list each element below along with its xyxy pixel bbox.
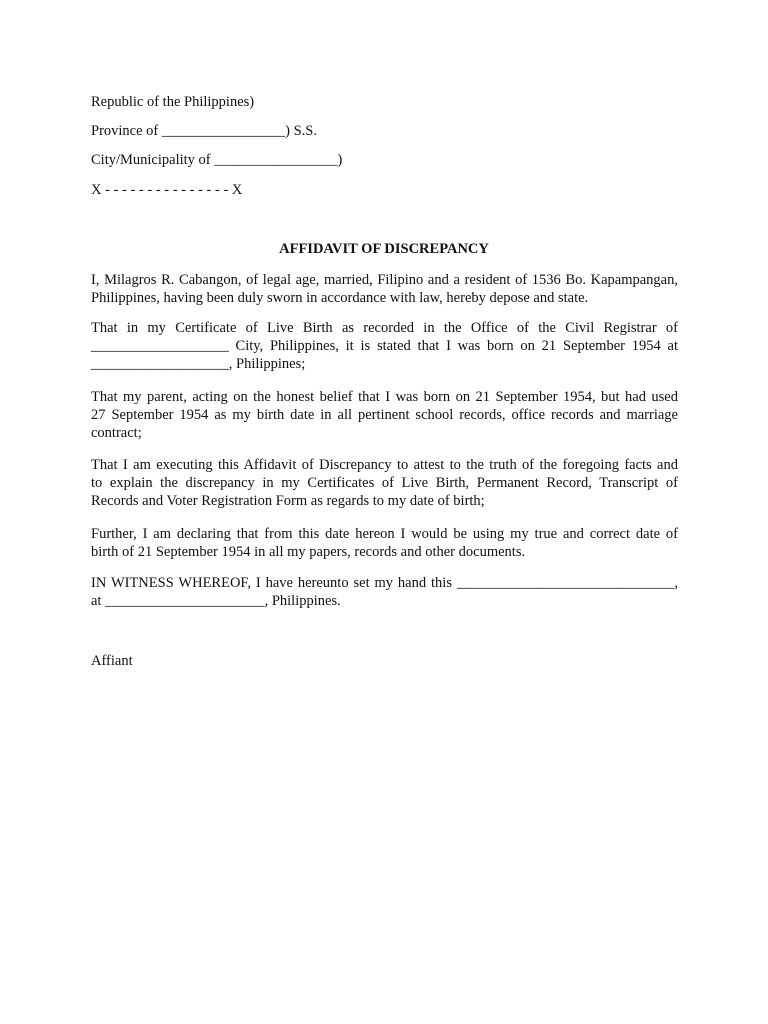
paragraph-line: birth of 21 September 1954 in all my papers, records and other documents. [91, 544, 526, 560]
paragraph-line: Records and Voter Registration Form as regards to my date of birth; [91, 493, 485, 509]
paragraph-line: That my parent, acting on the honest belief that I was born on 21 September 1954, but had used [91, 389, 678, 405]
paragraph-line: That in my Certificate of Live Birth as recorded in the Office of the Civil Registrar of [91, 320, 678, 336]
header-separator: X - - - - - - - - - - - - - - - X [91, 182, 243, 198]
signature-label: Affiant [91, 653, 133, 669]
paragraph-line: Philippines, having been duly sworn in accordance with law, hereby depose and state. [91, 290, 589, 306]
paragraph-certificate [91, 319, 678, 373]
paragraph-line: ___________________ City, Philippines, it is stated that I was born on 21 September 1954 at [91, 338, 678, 354]
paragraph-line: IN WITNESS WHEREOF, I have hereunto set my hand this ______________________________, [91, 575, 678, 591]
paragraph-intro [91, 271, 678, 307]
paragraph-line: That I am executing this Affidavit of Discrepancy to attest to the truth of the foregoing facts and [91, 457, 678, 473]
paragraph-parent [91, 388, 678, 442]
paragraph-line: at ______________________, Philippines. [91, 593, 341, 609]
paragraph-line: Further, I am declaring that from this date hereon I would be using my true and correct date of [91, 526, 678, 542]
header-province: Province of _________________) S.S. [91, 123, 317, 139]
paragraph-line: to explain the discrepancy in my Certificates of Live Birth, Permanent Record, Transcript of [91, 475, 678, 491]
paragraph-line: I, Milagros R. Cabangon, of legal age, married, Filipino and a resident of 1536 Bo. Kapampangan, [91, 272, 678, 288]
paragraph-witness [91, 574, 678, 610]
paragraph-line: 27 September 1954 as my birth date in all pertinent school records, office records and marriage [91, 407, 678, 423]
paragraph-purpose [91, 456, 678, 510]
paragraph-declaration [91, 525, 678, 561]
paragraph-line: contract; [91, 425, 142, 441]
paragraph-line: ___________________, Philippines; [91, 356, 306, 372]
document-title: AFFIDAVIT OF DISCREPANCY [279, 241, 489, 257]
header-city: City/Municipality of _________________) [91, 152, 343, 168]
header-republic: Republic of the Philippines) [91, 94, 255, 110]
